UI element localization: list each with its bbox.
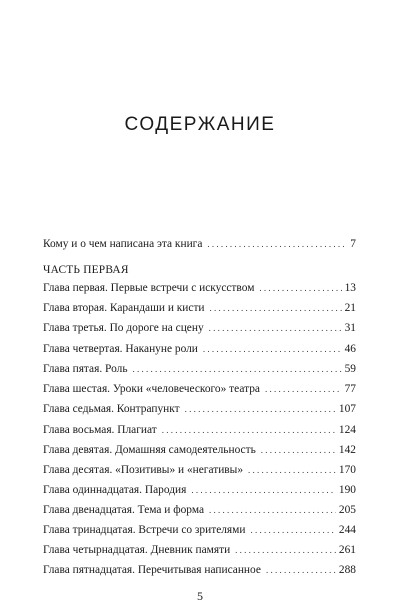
toc-entry-page: 77	[344, 383, 356, 395]
toc-dot-leader	[259, 280, 341, 296]
toc-entry-page: 190	[338, 484, 356, 496]
toc-dot-leader	[265, 381, 342, 397]
page-title: СОДЕРЖАНИЕ	[124, 114, 276, 135]
toc-entry-page: 142	[338, 444, 356, 456]
toc-entry-title: Глава первая. Первые встречи с искусством	[43, 282, 255, 294]
toc-dot-leader	[191, 482, 336, 498]
toc-entry-page: 31	[344, 322, 356, 334]
toc-entry[interactable]	[43, 381, 356, 397]
toc-entry[interactable]	[43, 361, 356, 377]
toc-dot-leader	[261, 442, 336, 458]
toc-entry-page: 46	[344, 343, 356, 355]
toc-entry[interactable]	[43, 542, 356, 558]
toc-entry[interactable]	[43, 401, 356, 417]
toc-entry[interactable]	[43, 562, 356, 578]
toc-entry-page: 261	[338, 544, 356, 556]
part-heading: ЧАСТЬ ПЕРВАЯ	[43, 264, 129, 276]
toc-entry-title: Глава третья. По дороге на сцену	[43, 322, 204, 334]
toc-entry-title: Глава седьмая. Контрапункт	[43, 403, 180, 415]
toc-entry-page: 170	[338, 464, 356, 476]
toc-dot-leader	[235, 542, 336, 558]
toc-entry-title: Глава четвертая. Накануне роли	[43, 343, 198, 355]
toc-entry[interactable]	[43, 482, 356, 498]
toc-entry[interactable]	[43, 422, 356, 438]
toc-dot-leader	[162, 422, 336, 438]
toc-entry-title: Глава восьмая. Плагиат	[43, 424, 157, 436]
toc-entry[interactable]	[43, 462, 356, 478]
toc-dot-leader	[207, 236, 347, 252]
toc-dot-leader	[210, 300, 342, 316]
toc-entry-title: Глава двенадцатая. Тема и форма	[43, 504, 205, 516]
toc-entry-page: 205	[338, 504, 356, 516]
toc-entry-title: Глава вторая. Карандаши и кисти	[43, 302, 205, 314]
toc-entry[interactable]	[43, 280, 356, 296]
toc-entry-page: 13	[344, 282, 356, 294]
toc-entry[interactable]	[43, 502, 356, 518]
toc-entry-title: Глава пятая. Роль	[43, 363, 128, 375]
toc-dot-leader	[203, 341, 342, 357]
toc-entry-page: 288	[338, 564, 356, 576]
toc-entry-title: Кому и о чем написана эта книга	[43, 238, 203, 250]
page-number: 5	[197, 589, 203, 603]
toc-entry[interactable]	[43, 320, 356, 336]
toc-entry-page: 21	[344, 302, 356, 314]
toc-entry-title: Глава одиннадцатая. Пародия	[43, 484, 187, 496]
toc-entry-page: 107	[338, 403, 356, 415]
toc-dot-leader	[133, 361, 342, 377]
toc-entry-title: Глава шестая. Уроки «человеческого» театра	[43, 383, 260, 395]
toc-entry[interactable]	[43, 300, 356, 316]
toc-entry-page: 244	[338, 524, 356, 536]
toc-entry[interactable]	[43, 522, 356, 538]
toc-dot-leader	[185, 401, 336, 417]
toc-entry-title: Глава девятая. Домашняя самодеятельность	[43, 444, 256, 456]
toc-dot-leader	[250, 522, 335, 538]
toc-entry[interactable]	[43, 442, 356, 458]
toc-entry-page: 7	[350, 238, 356, 250]
toc-entry[interactable]	[43, 341, 356, 357]
toc-entry-page: 124	[338, 424, 356, 436]
toc-entry-title: Глава четырнадцатая. Дневник памяти	[43, 544, 231, 556]
toc-dot-leader	[266, 562, 336, 578]
table-of-contents	[43, 0, 356, 607]
toc-entry-intro[interactable]	[43, 236, 356, 252]
toc-entry-title: Глава тринадцатая. Встречи со зрителями	[43, 524, 246, 536]
toc-entry-page: 59	[344, 363, 356, 375]
toc-dot-leader	[209, 320, 342, 336]
toc-dot-leader	[248, 462, 336, 478]
toc-entry-title: Глава пятнадцатая. Перечитывая написанное	[43, 564, 261, 576]
toc-entry-title: Глава десятая. «Позитивы» и «негативы»	[43, 464, 244, 476]
toc-dot-leader	[209, 502, 336, 518]
